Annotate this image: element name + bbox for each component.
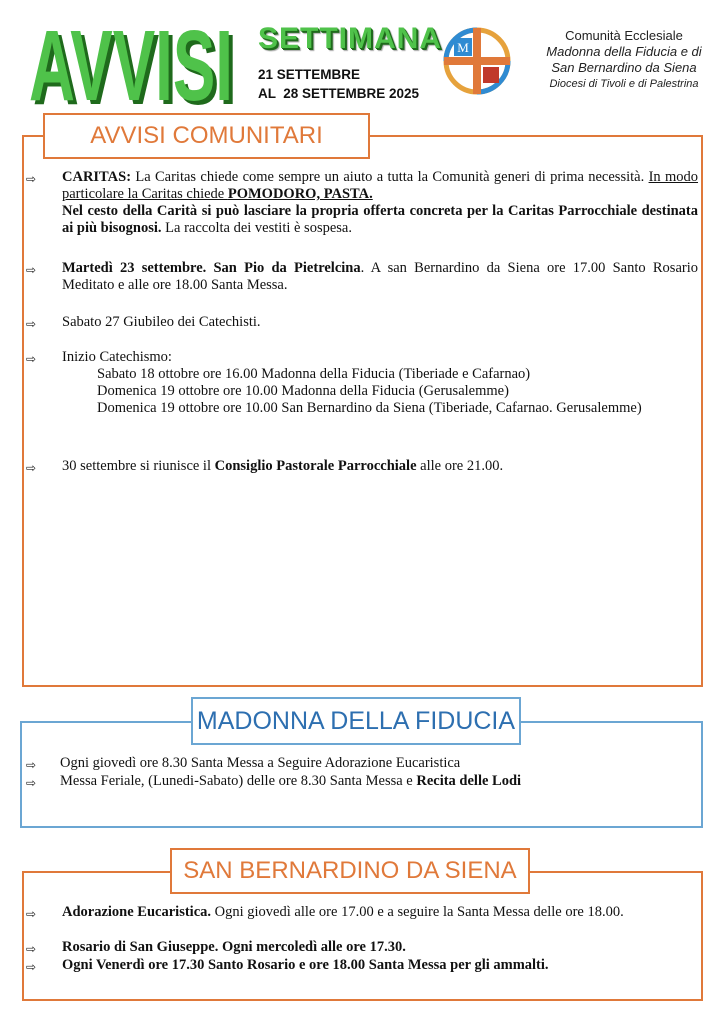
martedi-notice (62, 260, 698, 294)
arrow-icon: ⇨ (26, 758, 37, 772)
org-line-2: Madonna della Fiducia e di (546, 44, 702, 59)
fiducia-line-1: Ogni giovedì ore 8.30 Santa Messa a Seguire Adorazione Eucaristica (60, 755, 461, 771)
venerdi-notice: Ogni Venerdì ore 17.30 Santo Rosario e ore 18.00 Santa Messa per gli ammalti. (62, 957, 549, 973)
caritas-label: CARITAS: (62, 169, 132, 185)
rosario-notice: Rosario di San Giuseppe. Ogni mercoledì alle ore 17.30. (62, 939, 406, 955)
catechismo-line: Sabato 18 ottobre ore 16.00 Madonna della Fiducia (Tiberiade e Cafarnao) (97, 366, 531, 382)
fiducia-line-2-bold: Recita delle Lodi (416, 773, 522, 789)
arrow-icon: ⇨ (26, 461, 37, 475)
org-line-4: Diocesi di Tivoli e di Palestrina (549, 78, 699, 90)
consiglio-post: alle ore 21.00. (416, 458, 504, 474)
organization-name (526, 28, 722, 92)
arrow-icon: ⇨ (26, 263, 37, 277)
fiducia-line-2-text: Messa Feriale, (Lunedi-Sabato) delle ore 8.30 Santa Messa e (60, 773, 417, 789)
adorazione-text: Ogni giovedì alle ore 17.00 e a seguire la Santa Messa delle ore 18.00. (211, 904, 624, 920)
san-bernardino-title: SAN BERNARDINO DA SIENA (170, 848, 530, 894)
avvisi-title (28, 14, 240, 110)
community-logo (442, 26, 512, 96)
week-label: SETTIMANA (258, 22, 442, 55)
caritas-note: La raccolta dei vestiti è sospesa. (161, 220, 352, 236)
catechismo-line: Domenica 19 ottobre ore 10.00 San Bernardino da Siena (Tiberiade, Cafarnao. Gerusalemme) (97, 400, 642, 416)
org-line-3: San Bernardino da Siena (551, 60, 697, 75)
caritas-underlined: In modo particolare la Caritas chiede (62, 169, 699, 202)
adorazione-bold: Adorazione Eucaristica. (62, 904, 212, 920)
madonna-fiducia-title: MADONNA DELLA FIDUCIA (191, 697, 521, 745)
arrow-icon: ⇨ (26, 776, 37, 790)
consiglio-notice (62, 458, 698, 475)
avvisi-title-shadow: AVVISI (33, 14, 237, 110)
adorazione-notice (62, 904, 698, 921)
consiglio-bold: Consiglio Pastorale Parrocchiale (214, 458, 417, 474)
sabato-notice: Sabato 27 Giubileo dei Catechisti. (62, 314, 261, 330)
caritas-bold-note: Nel cesto della Carità si può lasciare la propria offerta concreta per la Caritas Parrocchiale destinata ai più bisognosi. (62, 203, 698, 236)
arrow-icon: ⇨ (26, 172, 37, 186)
martedi-bold: Martedì 23 settembre. San Pio da Pietrelcina (62, 260, 361, 276)
date-from: 21 SETTEMBRE (258, 67, 361, 82)
caritas-text: La Caritas chiede come sempre un aiuto a tutta la Comunità generi di prima necessità. (131, 169, 649, 185)
org-line-1: Comunità Ecclesiale (565, 28, 683, 43)
avvisi-comunitari-title: AVVISI COMUNITARI (43, 113, 370, 159)
arrow-icon: ⇨ (26, 317, 37, 331)
arrow-icon: ⇨ (26, 352, 37, 366)
martedi-text: . A san Bernardino da Siena ore 17.00 Santo Rosario Meditato e alle ore 18.00 Santa Messa. (62, 260, 698, 293)
fiducia-line-2 (60, 773, 700, 790)
avvisi-title-text: AVVISI (29, 14, 233, 110)
consiglio-pre: 30 settembre si riunisce il (62, 458, 215, 474)
arrow-icon: ⇨ (26, 942, 37, 956)
catechismo-notice (62, 349, 698, 417)
svg-text:M: M (457, 40, 469, 55)
caritas-notice (62, 169, 698, 237)
catechismo-intro: Inizio Catechismo: (62, 349, 172, 365)
date-to: AL 28 SETTEMBRE 2025 (258, 86, 420, 101)
catechismo-line: Domenica 19 ottobre ore 10.00 Madonna della Fiducia (Gerusalemme) (97, 383, 509, 399)
caritas-items: POMODORO, PASTA. (227, 186, 373, 202)
arrow-icon: ⇨ (26, 960, 37, 974)
arrow-icon: ⇨ (26, 907, 37, 921)
